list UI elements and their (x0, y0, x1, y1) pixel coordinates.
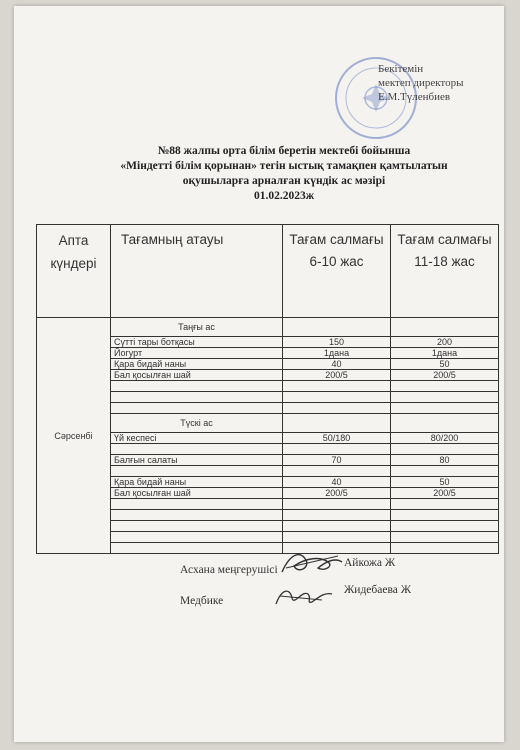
weight-old: 80 (391, 455, 499, 466)
dish-name: Қара бидай наны (111, 359, 283, 370)
document-page (14, 6, 504, 742)
weight-young: 50/180 (283, 433, 391, 444)
empty-cell (111, 510, 283, 521)
dish-name: Бал қосылған шай (111, 488, 283, 499)
empty-cell (391, 381, 499, 392)
empty-cell (283, 318, 391, 337)
col-header-dish: Тағамның атауы (111, 225, 283, 318)
empty-cell (283, 403, 391, 414)
weight-young: 150 (283, 337, 391, 348)
day-cell: Сәрсенбі (37, 318, 111, 554)
empty-cell (283, 499, 391, 510)
signer-name-nurse: Жидебаева Ж (344, 584, 412, 596)
dish-name: Бал қосылған шай (111, 370, 283, 381)
weight-old: 1дана (391, 348, 499, 359)
empty-cell (391, 392, 499, 403)
weight-old: 200/5 (391, 488, 499, 499)
empty-cell (283, 466, 391, 477)
handwritten-signature-1 (276, 546, 346, 580)
table-row (37, 318, 499, 337)
empty-cell (111, 466, 283, 477)
empty-cell (391, 318, 499, 337)
empty-cell (111, 381, 283, 392)
empty-cell (111, 532, 283, 543)
weight-young: 200/5 (283, 488, 391, 499)
empty-cell (111, 543, 283, 554)
weight-old: 200/5 (391, 370, 499, 381)
dish-name: Сүтті тары ботқасы (111, 337, 283, 348)
menu-table (36, 224, 499, 554)
handwritten-signature-2 (272, 582, 336, 610)
approval-line-1: Бекітемін (378, 63, 424, 75)
empty-cell (111, 403, 283, 414)
empty-cell (111, 499, 283, 510)
signer-role-nurse: Медбике (180, 595, 224, 607)
weight-old: 80/200 (391, 433, 499, 444)
dish-name: Йогурт (111, 348, 283, 359)
empty-cell (283, 414, 391, 433)
signer-role-kitchen: Асхана меңгерушісі (180, 564, 278, 576)
section-lunch-title: Түскі ас (111, 414, 283, 433)
empty-cell (111, 392, 283, 403)
empty-cell (391, 510, 499, 521)
weight-old: 50 (391, 477, 499, 488)
weight-young: 40 (283, 477, 391, 488)
empty-cell (283, 444, 391, 455)
empty-cell (283, 392, 391, 403)
col-header-weight-old: Тағам салмағы 11-18 жас (391, 225, 499, 318)
empty-cell (391, 521, 499, 532)
weight-young: 70 (283, 455, 391, 466)
empty-cell (391, 403, 499, 414)
empty-cell (283, 521, 391, 532)
col-header-weight-young: Тағам салмағы 6-10 жас (283, 225, 391, 318)
weight-young: 40 (283, 359, 391, 370)
empty-cell (391, 466, 499, 477)
table-header-row (37, 225, 499, 318)
empty-cell (111, 521, 283, 532)
empty-cell (283, 510, 391, 521)
document-header (64, 144, 504, 204)
dish-name: Қара бидай наны (111, 477, 283, 488)
empty-cell (391, 499, 499, 510)
header-date: 01.02.2023ж (253, 190, 315, 202)
header-line-2: «Міндетті білім қорынан» тегін ыстық тамақпен қамтылатын (120, 160, 448, 172)
approval-line-2: мектеп директоры (378, 77, 464, 89)
approval-line-3: Е.М.Түленбиев (378, 91, 451, 103)
header-line-1: №88 жалпы орта білім беретін мектебі бойынша (157, 145, 411, 157)
approval-block (378, 62, 488, 104)
empty-cell (283, 381, 391, 392)
weight-old: 200 (391, 337, 499, 348)
section-breakfast-title: Таңғы ас (111, 318, 283, 337)
empty-cell (391, 414, 499, 433)
dish-name: Үй кеспесі (111, 433, 283, 444)
dish-name: Балғын салаты (111, 455, 283, 466)
empty-cell (391, 532, 499, 543)
weight-young: 1дана (283, 348, 391, 359)
weight-young: 200/5 (283, 370, 391, 381)
col-header-day: Апта күндері (37, 225, 111, 318)
empty-cell (391, 543, 499, 554)
weight-old: 50 (391, 359, 499, 370)
header-line-3: оқушыларға арналған күндік ас мәзірі (182, 175, 386, 187)
empty-cell (283, 532, 391, 543)
signer-name-kitchen: Айкожа Ж (344, 557, 396, 569)
empty-cell (111, 444, 283, 455)
empty-cell (391, 444, 499, 455)
